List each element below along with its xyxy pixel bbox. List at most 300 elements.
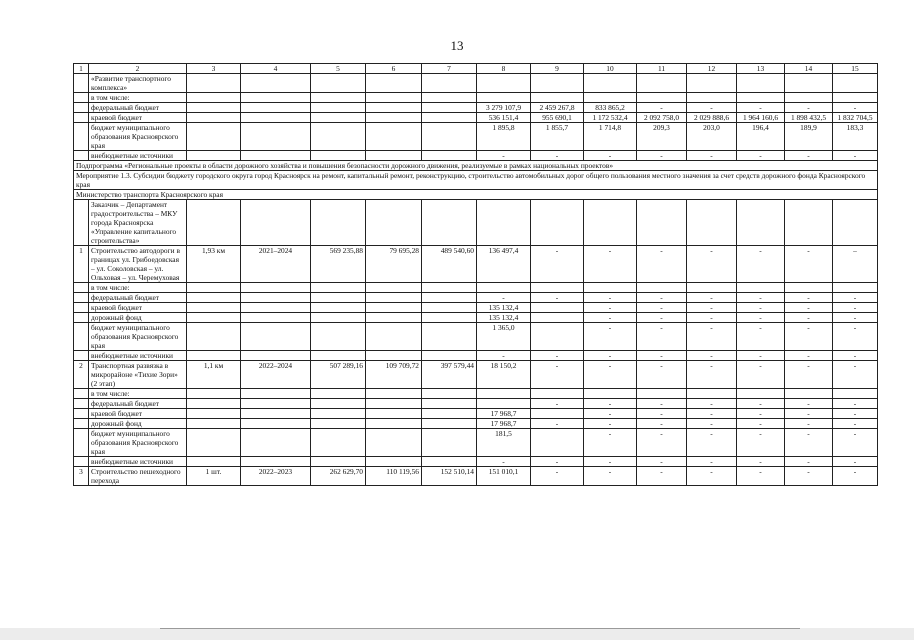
table-cell — [422, 389, 477, 399]
row-number — [74, 323, 89, 351]
table-cell: 1 832 704,5 — [833, 113, 878, 123]
table-row — [74, 361, 878, 389]
table-cell — [833, 93, 878, 103]
column-number: 11 — [637, 64, 687, 74]
table-cell — [241, 457, 311, 467]
table-cell — [311, 200, 366, 246]
table-cell — [531, 303, 584, 313]
table-cell — [477, 283, 531, 293]
table-row — [74, 399, 878, 409]
table-cell: - — [737, 103, 785, 113]
table-cell: - — [833, 419, 878, 429]
table-cell — [241, 151, 311, 161]
scan-bottom-edge — [0, 628, 914, 640]
table-cell: 2022–2024 — [241, 361, 311, 389]
table-cell: - — [737, 351, 785, 361]
table-cell — [241, 283, 311, 293]
table-cell — [187, 389, 241, 399]
table-cell — [366, 200, 422, 246]
table-cell: - — [584, 303, 637, 313]
table-header-row — [74, 64, 878, 74]
table-cell — [422, 429, 477, 457]
table-cell: - — [531, 361, 584, 389]
table-cell: 262 629,70 — [311, 467, 366, 486]
column-number: 8 — [477, 64, 531, 74]
row-label: внебюджетные источники — [89, 351, 187, 361]
table-cell — [687, 283, 737, 293]
table-cell — [687, 200, 737, 246]
table-cell: - — [737, 313, 785, 323]
table-cell: - — [637, 293, 687, 303]
table-cell: 196,4 — [737, 123, 785, 151]
table-cell — [187, 399, 241, 409]
row-number: 1 — [74, 246, 89, 283]
table-cell: 955 690,1 — [531, 113, 584, 123]
table-cell — [311, 93, 366, 103]
table-cell: - — [637, 429, 687, 457]
row-number — [74, 200, 89, 246]
row-label: бюджет муниципального образования Красноярского края — [89, 123, 187, 151]
table-cell: - — [833, 399, 878, 409]
table-cell: - — [687, 409, 737, 419]
table-cell — [687, 74, 737, 93]
table-cell — [187, 429, 241, 457]
section-title: Подпрограмма «Региональные проекты в области дорожного хозяйства и повышения безопасности дорожного движения, реализуемые в рамках национальных проектов» — [74, 161, 878, 171]
table-cell: – — [833, 246, 878, 283]
table-row — [74, 467, 878, 486]
table-cell: - — [737, 293, 785, 303]
table-cell: 1 855,7 — [531, 123, 584, 151]
table-cell: - — [785, 246, 833, 283]
table-row — [74, 74, 878, 93]
table-cell: - — [637, 419, 687, 429]
column-number: 3 — [187, 64, 241, 74]
table-row — [74, 323, 878, 351]
table-cell: - — [833, 303, 878, 313]
table-cell — [366, 351, 422, 361]
table-cell: - — [833, 361, 878, 389]
column-number: 14 — [785, 64, 833, 74]
table-cell: 507 289,16 — [311, 361, 366, 389]
table-cell: - — [687, 351, 737, 361]
table-row — [74, 200, 878, 246]
table-cell: - — [737, 323, 785, 351]
table-cell — [241, 74, 311, 93]
table-cell: - — [637, 457, 687, 467]
table-cell: - — [687, 151, 737, 161]
table-cell: - — [637, 303, 687, 313]
table-row — [74, 313, 878, 323]
table-cell: - — [637, 151, 687, 161]
table-cell: 1,1 км — [187, 361, 241, 389]
table-cell: - — [477, 457, 531, 467]
table-cell — [311, 283, 366, 293]
table-cell: - — [584, 429, 637, 457]
table-cell: - — [477, 151, 531, 161]
row-label: «Развитие транспортного комплекса» — [89, 74, 187, 93]
budget-table — [73, 63, 878, 486]
table-cell: - — [584, 361, 637, 389]
row-number — [74, 113, 89, 123]
table-cell: - — [785, 293, 833, 303]
row-label: Транспортная развязка в микрорайоне «Тихие Зори» (2 этап) — [89, 361, 187, 389]
table-cell — [833, 200, 878, 246]
table-cell — [366, 303, 422, 313]
table-cell: - — [584, 323, 637, 351]
table-cell — [311, 313, 366, 323]
table-cell — [687, 389, 737, 399]
row-label: краевой бюджет — [89, 303, 187, 313]
table-cell: 110 119,56 — [366, 467, 422, 486]
table-cell: - — [737, 429, 785, 457]
table-row — [74, 351, 878, 361]
table-cell: - — [584, 246, 637, 283]
row-label: Строительство автодороги в границах ул. Грибоедовская – ул. Соколовская – ул. Ольховая – ул. Черемуховая — [89, 246, 187, 283]
row-label: федеральный бюджет — [89, 293, 187, 303]
table-cell — [241, 351, 311, 361]
row-label: в том числе: — [89, 283, 187, 293]
table-cell — [477, 399, 531, 409]
table-cell: - — [785, 409, 833, 419]
table-cell: - — [637, 467, 687, 486]
table-cell: - — [687, 323, 737, 351]
table-cell: - — [687, 361, 737, 389]
table-cell: - — [785, 361, 833, 389]
table-row — [74, 113, 878, 123]
table-cell — [785, 389, 833, 399]
table-cell — [187, 93, 241, 103]
table-cell — [737, 283, 785, 293]
table-cell: - — [584, 467, 637, 486]
table-cell: 489 540,60 — [422, 246, 477, 283]
table-cell — [241, 113, 311, 123]
table-cell — [477, 389, 531, 399]
table-cell — [477, 200, 531, 246]
table-cell: - — [637, 313, 687, 323]
table-cell — [422, 419, 477, 429]
table-cell: - — [584, 457, 637, 467]
table-cell — [785, 283, 833, 293]
table-cell — [422, 151, 477, 161]
table-cell — [311, 409, 366, 419]
table-cell: 2 029 888,6 — [687, 113, 737, 123]
row-number — [74, 74, 89, 93]
table-cell — [187, 113, 241, 123]
table-cell: - — [785, 457, 833, 467]
column-number: 7 — [422, 64, 477, 74]
page-number: 13 — [450, 38, 464, 53]
table-cell — [241, 103, 311, 113]
table-cell — [187, 323, 241, 351]
table-cell: - — [737, 151, 785, 161]
table-cell: - — [737, 409, 785, 419]
table-cell — [241, 293, 311, 303]
table-cell: - — [531, 467, 584, 486]
table-cell — [241, 93, 311, 103]
table-cell — [311, 74, 366, 93]
row-label: бюджет муниципального образования Красноярского края — [89, 323, 187, 351]
table-cell — [422, 200, 477, 246]
table-cell — [477, 93, 531, 103]
table-cell: - — [687, 419, 737, 429]
table-cell: 3 279 107,9 — [477, 103, 531, 113]
table-cell: - — [687, 457, 737, 467]
table-cell: 151 010,1 — [477, 467, 531, 486]
table-cell: - — [737, 399, 785, 409]
table-cell — [366, 313, 422, 323]
table-cell — [311, 457, 366, 467]
table-cell: - — [785, 429, 833, 457]
section-row — [74, 190, 878, 200]
table-cell: - — [584, 419, 637, 429]
table-cell: - — [833, 293, 878, 303]
table-cell: - — [833, 323, 878, 351]
table-cell — [366, 93, 422, 103]
table-row — [74, 293, 878, 303]
table-cell: - — [687, 399, 737, 409]
column-number: 5 — [311, 64, 366, 74]
table-cell — [422, 457, 477, 467]
table-cell: - — [531, 419, 584, 429]
table-cell — [241, 313, 311, 323]
table-cell — [187, 419, 241, 429]
table-cell: - — [637, 409, 687, 419]
table-cell: 189,9 — [785, 123, 833, 151]
table-cell — [785, 200, 833, 246]
table-cell: - — [637, 323, 687, 351]
section-title: Мероприятие 1.3. Субсидии бюджету городского округа город Красноярск на ремонт, капитальный ремонт, реконструкцию, строительство автомобильных дорог общего пользования местного значения за счет средств дорожного фонда Красноярского края — [74, 171, 878, 190]
table-cell: 569 235,88 — [311, 246, 366, 283]
table-cell — [366, 151, 422, 161]
table-cell: - — [785, 467, 833, 486]
row-label: федеральный бюджет — [89, 103, 187, 113]
table-cell: - — [785, 151, 833, 161]
table-cell: - — [637, 361, 687, 389]
table-cell — [637, 389, 687, 399]
column-number: 9 — [531, 64, 584, 74]
table-cell: - — [531, 457, 584, 467]
row-label: краевой бюджет — [89, 113, 187, 123]
table-cell: 2 092 758,0 — [637, 113, 687, 123]
column-number: 10 — [584, 64, 637, 74]
table-cell — [311, 323, 366, 351]
table-cell: - — [637, 351, 687, 361]
table-cell — [366, 103, 422, 113]
table-row — [74, 151, 878, 161]
row-number — [74, 429, 89, 457]
table-cell — [187, 351, 241, 361]
row-number — [74, 313, 89, 323]
table-cell: - — [687, 303, 737, 313]
table-cell: 1 714,8 — [584, 123, 637, 151]
table-cell: 2022–2023 — [241, 467, 311, 486]
table-cell — [187, 293, 241, 303]
table-cell — [477, 74, 531, 93]
row-number — [74, 389, 89, 399]
table-cell: - — [785, 313, 833, 323]
row-number — [74, 303, 89, 313]
column-number: 6 — [366, 64, 422, 74]
row-label: краевой бюджет — [89, 409, 187, 419]
table-cell — [833, 283, 878, 293]
table-cell: 1 964 160,6 — [737, 113, 785, 123]
table-cell — [737, 74, 785, 93]
table-row — [74, 283, 878, 293]
table-cell: 152 510,14 — [422, 467, 477, 486]
table-cell — [687, 93, 737, 103]
table-cell — [187, 103, 241, 113]
table-cell: 1 895,8 — [477, 123, 531, 151]
table-cell: 536 151,4 — [477, 113, 531, 123]
table-cell: - — [584, 313, 637, 323]
table-cell: 135 132,4 — [477, 303, 531, 313]
table-cell — [187, 303, 241, 313]
table-row — [74, 409, 878, 419]
table-cell: - — [584, 151, 637, 161]
table-cell: - — [584, 409, 637, 419]
table-cell: 183,3 — [833, 123, 878, 151]
column-number: 2 — [89, 64, 187, 74]
table-cell — [422, 303, 477, 313]
table-cell: 209,3 — [637, 123, 687, 151]
table-cell: - — [785, 103, 833, 113]
table-cell: - — [584, 351, 637, 361]
table-cell — [833, 389, 878, 399]
table-cell — [531, 93, 584, 103]
table-cell: 2021–2024 — [241, 246, 311, 283]
table-row — [74, 123, 878, 151]
table-cell — [241, 409, 311, 419]
table-cell — [785, 93, 833, 103]
table-cell — [311, 103, 366, 113]
column-number: 12 — [687, 64, 737, 74]
table-cell — [241, 323, 311, 351]
column-number: 4 — [241, 64, 311, 74]
table-cell: - — [531, 151, 584, 161]
table-cell: - — [637, 246, 687, 283]
table-cell — [311, 151, 366, 161]
table-cell — [531, 409, 584, 419]
table-cell — [737, 389, 785, 399]
table-cell: - — [687, 103, 737, 113]
table-cell: - — [833, 351, 878, 361]
table-cell — [187, 313, 241, 323]
table-cell — [584, 200, 637, 246]
row-label: дорожный фонд — [89, 419, 187, 429]
table-cell — [422, 123, 477, 151]
table-cell: 109 709,72 — [366, 361, 422, 389]
row-number: 3 — [74, 467, 89, 486]
table-cell — [241, 123, 311, 151]
table-cell — [422, 293, 477, 303]
table-cell: 79 695,28 — [366, 246, 422, 283]
column-number: 15 — [833, 64, 878, 74]
table-cell — [422, 93, 477, 103]
table-cell — [422, 409, 477, 419]
table-cell — [366, 123, 422, 151]
table-cell — [422, 74, 477, 93]
table-cell: - — [785, 419, 833, 429]
table-cell — [637, 74, 687, 93]
table-cell — [531, 74, 584, 93]
table-cell: - — [477, 351, 531, 361]
table-cell: 135 132,4 — [477, 313, 531, 323]
table-cell — [422, 103, 477, 113]
table-cell — [737, 200, 785, 246]
table-cell: 397 579,44 — [422, 361, 477, 389]
table-cell: - — [687, 429, 737, 457]
table-cell — [422, 351, 477, 361]
table-cell — [241, 303, 311, 313]
row-number — [74, 151, 89, 161]
table-cell — [366, 419, 422, 429]
table-cell: - — [637, 399, 687, 409]
table-cell — [241, 399, 311, 409]
table-cell — [241, 200, 311, 246]
table-row — [74, 419, 878, 429]
table-cell: 17 968,7 — [477, 419, 531, 429]
table-cell: - — [833, 151, 878, 161]
table-cell: - — [584, 293, 637, 303]
table-cell — [366, 113, 422, 123]
table-cell — [187, 123, 241, 151]
table-cell — [187, 283, 241, 293]
row-number — [74, 419, 89, 429]
table-cell: 2 459 267,8 — [531, 103, 584, 113]
table-cell — [531, 429, 584, 457]
table-cell: - — [737, 361, 785, 389]
column-number: 1 — [74, 64, 89, 74]
row-number — [74, 103, 89, 113]
table-cell: - — [785, 399, 833, 409]
table-cell — [366, 323, 422, 351]
row-number — [74, 123, 89, 151]
table-cell — [366, 293, 422, 303]
table-cell — [366, 283, 422, 293]
table-cell — [311, 293, 366, 303]
row-label: внебюджетные источники — [89, 457, 187, 467]
table-cell: - — [637, 103, 687, 113]
table-cell — [311, 303, 366, 313]
table-cell: - — [833, 429, 878, 457]
table-cell — [531, 313, 584, 323]
table-row — [74, 93, 878, 103]
table-cell — [241, 389, 311, 399]
row-label: дорожный фонд — [89, 313, 187, 323]
table-cell: - — [785, 323, 833, 351]
table-cell — [584, 389, 637, 399]
table-cell: 1,93 км — [187, 246, 241, 283]
table-cell: - — [833, 103, 878, 113]
table-cell — [366, 389, 422, 399]
table-cell: - — [737, 246, 785, 283]
row-label: Заказчик – Департамент градостроительства – МКУ города Красноярска «Управление капитального строительства» — [89, 200, 187, 246]
table-cell — [366, 409, 422, 419]
table-cell: 181,5 — [477, 429, 531, 457]
row-label: в том числе: — [89, 93, 187, 103]
table-cell: - — [477, 293, 531, 303]
table-cell — [422, 113, 477, 123]
table-cell: - — [833, 457, 878, 467]
table-cell — [531, 323, 584, 351]
table-cell: - — [687, 467, 737, 486]
table-cell — [187, 151, 241, 161]
section-title: Министерство транспорта Красноярского края — [74, 190, 878, 200]
table-cell — [637, 200, 687, 246]
table-cell — [785, 74, 833, 93]
table-row — [74, 303, 878, 313]
row-number — [74, 399, 89, 409]
